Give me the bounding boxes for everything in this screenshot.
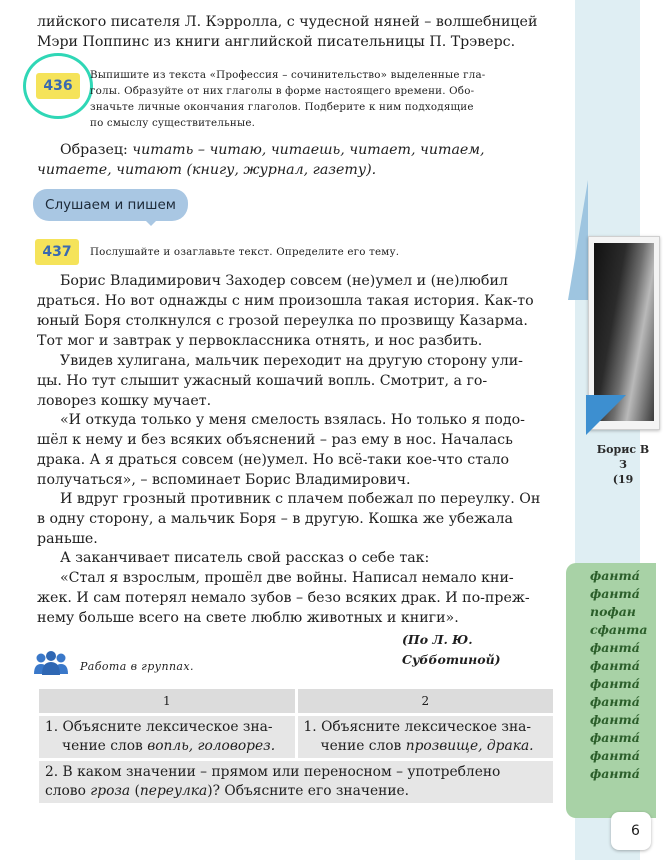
sample-line: читаете, читают (книгу, журнал, газету). [37,162,377,178]
cell-italic: гроза [90,783,131,799]
table-cell [39,716,295,758]
decor-triangle [568,180,588,300]
caption-line: Борис В [596,443,650,456]
vocab-word: фанта́ [590,676,640,691]
vocab-word: фанта́ [590,658,640,673]
cell-text: 1. Объясните лексическое зна- [45,719,273,735]
text-line: Борис Владимирович Заходер совсем (не)умел и (не)любил [60,273,508,289]
text-line: «И откуда только у меня смелость взялась. Но только я подо- [60,412,525,428]
text-line: драться. Но вот однажды с ним произошла такая история. Как-то [37,293,534,309]
cell-italic: вопль, головорез. [147,738,276,754]
sample-line [60,140,485,160]
exercise-task-line: голы. Образуйте от них глаголы в форме настоящего времени. Обо- [90,85,475,97]
text-line: нему больше всего на свете люблю животных и книги». [37,610,459,626]
sample-text: читать – читаю, читаешь, читает, читаем, [132,142,485,158]
text-line: ловорез кошку мучает. [37,393,212,409]
vocab-word: фанта́ [590,694,640,709]
text-line: драка. А я драться совсем (не)умел. Но всё-таки кое-что стало [37,452,510,468]
exercise-task-line: по смыслу существительные. [90,117,256,129]
text-line: цы. Но тут слышит ужасный кошачий вопль. Смотрит, а го- [37,373,488,389]
page-number: 6 [611,812,651,850]
text-line: юный Боря столкнулся с грозой переулка по прозвищу Казарма. [37,313,528,329]
text-line: И вдруг грозный противник с плачем побежал по переулку. Он [60,491,541,507]
table-header: 1 [39,689,295,713]
text-line: лийского писателя Л. Кэрролла, с чудесной няней – волшебницей [37,14,538,30]
text-line: получаться», – вспоминает Борис Владимирович. [37,472,411,488]
cell-text: чение слов [62,738,148,754]
text-line: шёл к нему и без всяких объяснений – раз ему в нос. Началась [37,432,513,448]
vocab-word: сфанта [590,622,648,637]
text-line: Тот мог и завтрак у первоклассника отнять, и нос разбить. [37,333,483,349]
caption-line: (19 [612,473,634,486]
text-source: (По Л. Ю. Субботиной) [402,632,501,667]
exercise-number-badge: 437 [35,239,79,265]
group-work-icon [33,650,69,676]
sample-label: Образец: [60,142,128,158]
cell-text: ( [130,783,140,799]
exercise-number-badge: 436 [36,73,80,99]
decor-triangle [586,395,626,435]
vocab-word: фанта́ [590,730,640,745]
cell-text: )? Объясните его значение. [207,783,410,799]
cell-text: 1. Объясните лексическое зна- [303,719,532,735]
cell-text: 2. В каком значении – прямом или переносном – употреблено [45,764,501,780]
text-line: в одну сторону, а мальчик Боря – в другую. Кошка же убежала [37,511,513,527]
text-line: Увидев хулигана, мальчик переходит на другую сторону ули- [60,353,523,369]
table-cell [298,716,553,758]
exercise-task-line: Выпишите из текста «Профессия – сочинительство» выделенные гла- [90,69,486,81]
cell-italic: прозвище, драка. [405,738,534,754]
section-pill: Слушаем и пишем [33,189,188,221]
vocab-word: фанта́ [590,568,640,583]
text-line: «Стал я взрослым, прошёл две войны. Написал немало кни- [60,570,514,586]
vocab-word: фанта́ [590,748,640,763]
table-cell [39,761,553,803]
exercise-task-line: значьте личные окончания глаголов. Подберите к ним подходящие [90,101,474,113]
vocab-word: фанта́ [590,712,640,727]
vocab-word: фанта́ [590,640,640,655]
text-line: жек. И сам потерял немало зубов – безо всяких драк. И по-преж- [37,590,530,606]
exercise-task: Послушайте и озаглавьте текст. Определите его тему. [90,246,400,258]
portrait-caption [583,442,663,487]
vocab-word: фанта́ [590,586,640,601]
text-line: Мэри Поппинс из книги английской писательницы П. Трэверс. [37,34,516,50]
group-work-label: Работа в группах. [80,660,194,673]
vocab-word: фанта́ [590,766,640,781]
table-header: 2 [298,689,553,713]
text-line: А заканчивает писатель свой рассказ о себе так: [60,550,430,566]
vocab-word: пофан [590,604,636,619]
section-pill-tail [143,218,159,226]
cell-italic: переулка [139,783,208,799]
cell-text: чение слов [320,738,406,754]
caption-line: З [619,458,627,471]
text-line: раньше. [37,531,98,547]
cell-text: слово [45,783,91,799]
group-tasks-table [36,686,556,806]
